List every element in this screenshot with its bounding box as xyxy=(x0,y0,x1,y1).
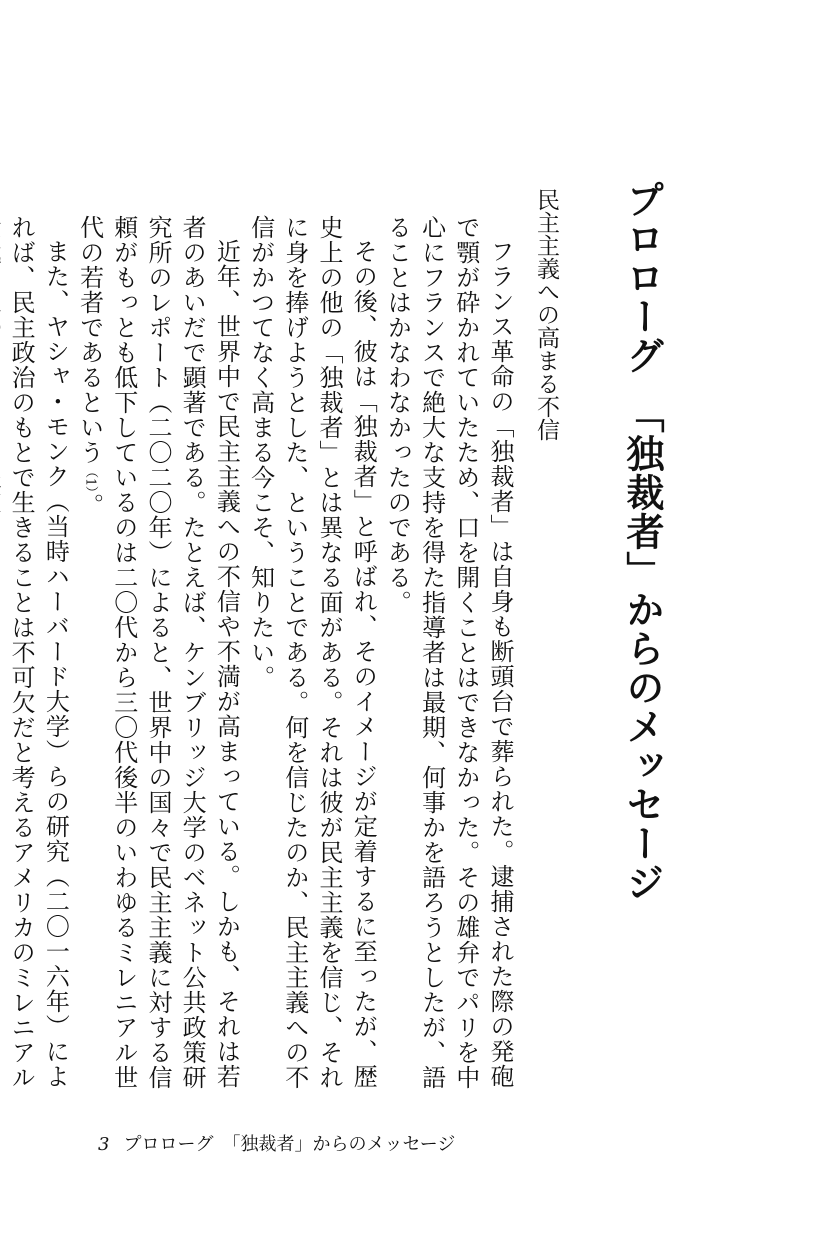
paragraph-2-text: その後、彼は「独裁者」と呼ばれ、そのイメージが定着するに至ったが、歴史上の他の「独裁者」とは異なる面がある。それは彼が民主主義を信じ、それに身を捧げようとした、ということである。何を信じたのか、民主主義への不信がかつてなく高まる今こそ、知りたい。 xyxy=(246,215,378,1090)
paragraph-4-end xyxy=(0,668,1,693)
page-footer xyxy=(98,1130,738,1160)
chapter-title: プロローグ 「独裁者」からのメッセージ xyxy=(620,180,664,902)
paragraph-3-text: 近年、世界中で民主主義への不信や不満が高まっている。しかも、それは若者のあいだで顕著である。たとえば、ケンブリッジ大学のベネット公共政策研究所のレポート（二〇二〇年）によると、世界中の国々で民主主義に対する信頼がもっとも低下しているのは二〇代から三〇代後半のいわゆるミレニアル世代の若者であるという xyxy=(75,215,241,1090)
paragraph-4 xyxy=(0,215,72,1090)
paragraph-1 xyxy=(380,215,517,1090)
body-text xyxy=(7,215,517,1090)
footnote-marker-1: （1） xyxy=(82,465,98,493)
paragraph-2 xyxy=(243,215,380,1090)
paragraph-4-text: また、ヤシャ・モンク（当時ハーバード大学）らの研究（二〇一六年）によれば、民主政治のもとで生きることは不可欠だと考えるアメリカのミレニアル xyxy=(7,215,70,1090)
paragraph-1-text: フランス革命の「独裁者」は自身も断頭台で葬られた。逮捕された際の発砲で顎が砕かれていたため、口を開くことはできなかった。その雄弁でパリを中心にフランスで絶大な支持を得た指導者は最期、何事かを語ろうとしたが、語ることはかなわなかったのである。 xyxy=(383,215,514,1090)
running-title: プロローグ 「独裁者」からのメッセージ xyxy=(123,1134,456,1155)
section-heading: 民主主義への高まる不信 xyxy=(533,188,559,441)
paragraph-3-end: 。 xyxy=(75,492,104,518)
paragraph-3 xyxy=(72,215,243,1090)
page-number: 3 xyxy=(98,1134,110,1155)
